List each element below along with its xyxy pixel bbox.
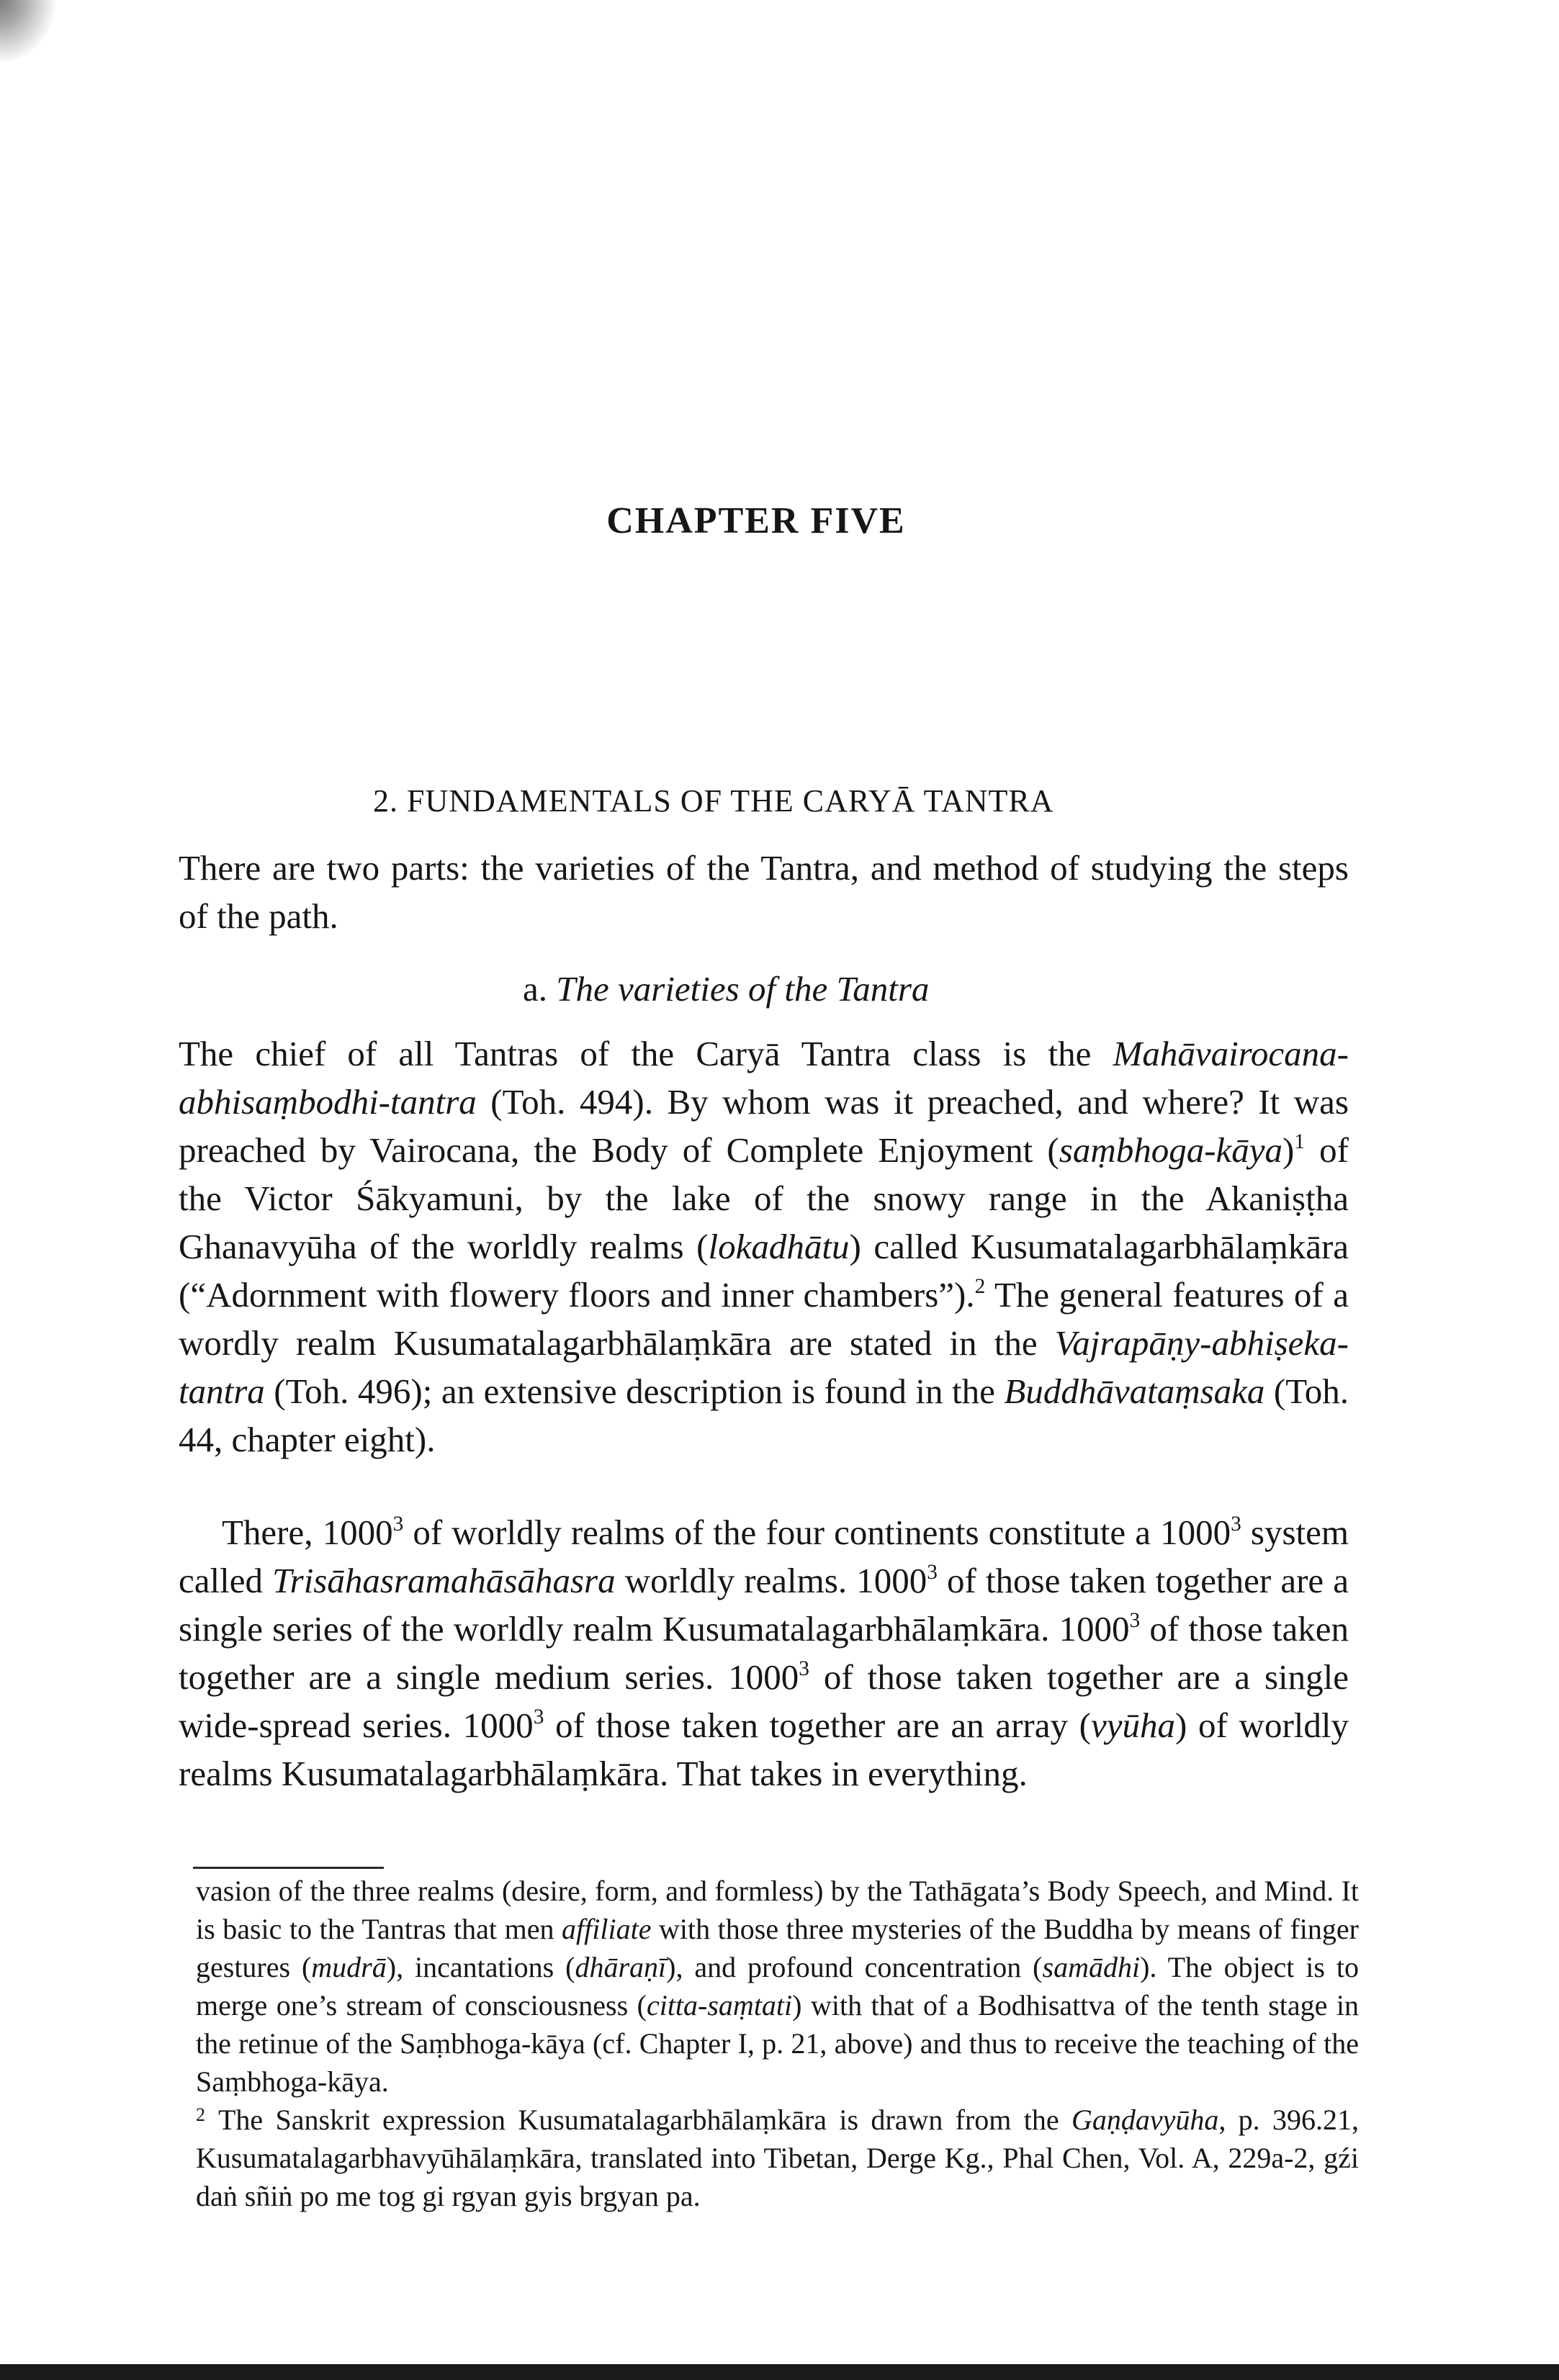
- section-heading: 2. FUNDAMENTALS OF THE CARYĀ TANTRA: [373, 783, 1054, 819]
- footnote-ref-1: 1: [1294, 1130, 1306, 1153]
- subsection-label: a.: [523, 969, 547, 1009]
- intro-paragraph: [179, 844, 1349, 940]
- paragraph-text: The chief of all Tantras of the Caryā Tantra class is the Mahāvairocana-abhisaṃbodhi-tantra (Toh. 494). By whom was it preached, and where? It was preached by Vairocana, the Body of Complete Enjoyment (saṃbhoga-kāya)$^1$ of the Victor Śākyamuni, by the lake of the snowy range in the Akaniṣṭha Ghanavyūha of the worldly realms (lokadhātu) called Kusumatalagarbhālaṃkāra (“Adornment with flowery floors and inner chambers”).$^2$ The general features of a wordly realm Kusumatalagarbhālaṃkāra are stated in the Vajrapāṇy-abhiṣeka-tantra (Toh. 496); an extensive description is found in the Buddhāvataṃsaka (Toh. 44, chapter eight).: [179, 1034, 1349, 1459]
- body-paragraph-2: [179, 1508, 1349, 1798]
- intro-text: There are two parts: the varieties of the Tantra, and method of studying the steps of the path.: [179, 848, 1349, 936]
- scan-bottom-edge: [0, 2364, 1559, 2380]
- scan-shadow: [0, 0, 58, 65]
- footnote-2: $^2$ The Sanskrit expression Kusumatalagarbhālaṃkāra is drawn from the Gaṇḍavyūha, p. 396.21, Kusumatalagarbhavyūhālaṃkāra, translated into Tibetan, Derge Kg., Phal Chen, Vol. A, 229a-2, gźi daṅ sñiṅ po me tog gi rgyan gyis brgyan pa.: [196, 2104, 1360, 2212]
- footnote-continuation: vasion of the three realms (desire, form, and formless) by the Tathāgata’s Body Speech, and Mind. It is basic to the Tantras that men affiliate with those three mysteries of the Buddha by means of finger gestures (mudrā), incantations (dhāraṇī), and profound concentration (samādhi). The object is to merge one’s stream of consciousness (citta-saṃtati) with that of a Bodhisattva of the tenth stage in the retinue of the Saṃbhoga-kāya (cf. Chapter I, p. 21, above) and thus to receive the teaching of the Saṃbhoga-kāya.: [196, 1875, 1359, 2098]
- footnote-mark: 2: [196, 2104, 205, 2126]
- footnote-rule: [193, 1867, 384, 1869]
- footnotes: [196, 1872, 1359, 2215]
- body-paragraph-1: [179, 1029, 1349, 1464]
- subsection-title: The varieties of the Tantra: [556, 969, 930, 1009]
- footnote-ref-2: 2: [974, 1274, 986, 1298]
- paragraph-text: There, 1000$^3$ of worldly realms of the four continents constitute a 1000$^3$ system called Trisāhasramahāsāhasra worldly realms. 1000$^3$ of those taken together are a single series of the worldly realm Kusumatalagarbhālaṃkāra. 1000$^3$ of those taken together are a single medium series. 1000$^3$ of those taken together are a single wide-spread series. 1000$^3$ of those taken together are an array (vyūha) of worldly realms Kusumatalagarbhālaṃkāra. That takes in everything.: [179, 1512, 1349, 1793]
- subsection-heading: [523, 968, 929, 1009]
- chapter-title: CHAPTER FIVE: [606, 500, 906, 541]
